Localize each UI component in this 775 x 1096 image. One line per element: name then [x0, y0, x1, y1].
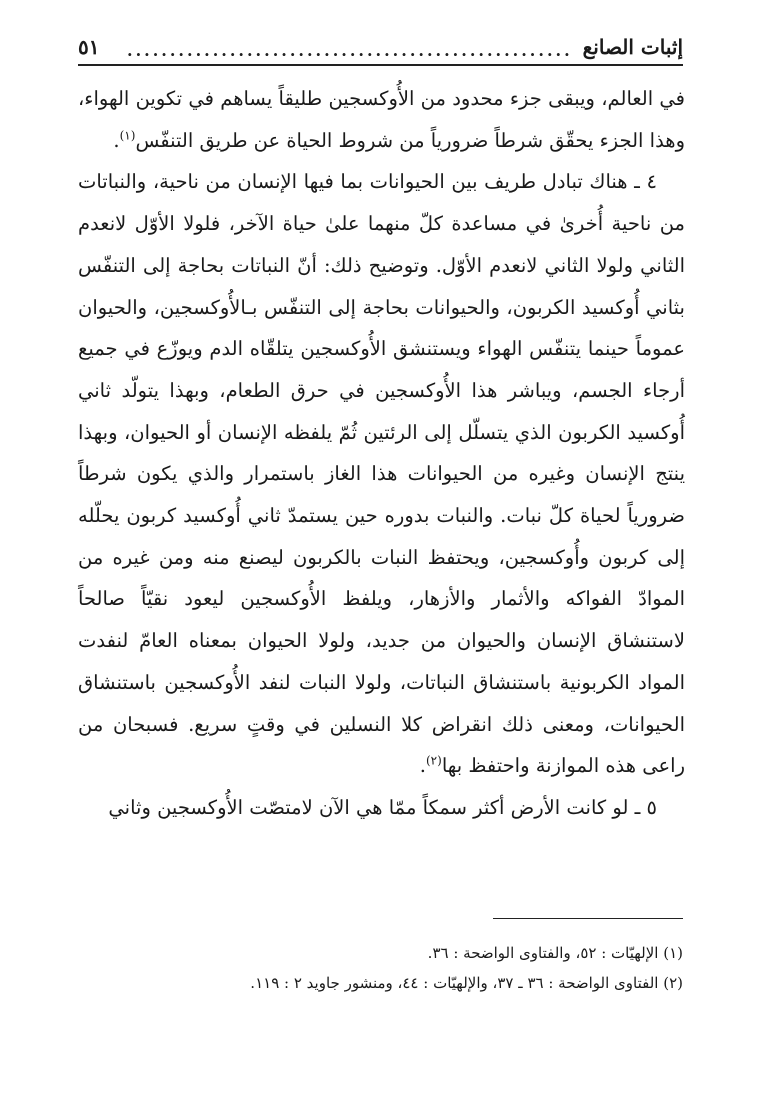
footnote-ref-1: (١)	[119, 128, 136, 143]
footnote-separator	[493, 918, 683, 919]
header-leader-dots: ....................................................	[127, 43, 573, 59]
header-rule	[78, 64, 683, 66]
paragraph-2: ٤ ـ هناك تبادل طريف بين الحيوانات بما فيها الإنسان من ناحية، والنباتات من ناحية أُخرىٰ في مساعدة كلّ منهما علىٰ حياة الآخر، فلولا الأوّل لانعدم الثاني ولولا الثاني لانعدم الأوّل. وتوضيح ذلك: أنّ النباتات بحاجة إلى التنفّس بثاني أُوكسيد الكربون، والحيوانات بحاجة إلى التنفّس بـالأُوكسجين، والحيوان عموماً حينما يتنفّس الهواء ويستنشق الأُوكسجين يتلقّاه الدم ويوزّع في جميع أرجاء الجسم، ويباشر هذا الأُوكسجين في حرق الطعام، وبهذا يتولّد ثاني أُوكسيد الكربون الذي يتسلّل إلى الرئتين ثُمّ يلفظه الإنسان أو الحيوان، وبهذا ينتج الإنسان وغيره من الحيوانات هذا الغاز باستمرار والذي يكون شرطاً ضرورياً لحياة كلّ نبات. والنبات بدوره حين يستمدّ ثاني أُوكسيد كربون يحلّله إلى كربون وأُوكسجين، ويحتفظ النبات بالكربون ليصنع منه ومن غيره من الموادّ الفواكه والأثمار والأزهار، ويلفظ الأُوكسجين ليعود نقيّاً صالحاً لاستنشاق الإنسان والحيوان من جديد، ولولا الحيوان بمعناه العامّ لنفدت المواد الكربونية باستنشاق النباتات، ولولا النبات لنفد الأُوكسجين باستنشاق الحيوانات، ومعنى ذلك انقراض كلا النسلين في وقتٍ سريع. فسبحان من راعى هذه الموازنة واحتفظ بها$^{(٢)}$.	[78, 170, 685, 778]
paragraph-3	[78, 787, 685, 829]
footnote-2: (٢) الفتاوى الواضحة : ٣٦ ـ ٣٧، والإلهيّات : ٤٤، ومنشور جاويد ٢ : ١١٩.	[250, 974, 683, 992]
footnote-1: (١) الإلهيّات : ٥٢، والفتاوى الواضحة : ٣٦.	[427, 944, 683, 962]
paragraph-1-text: في العالم، ويبقى جزء محدود من الأُوكسجين طليقاً يساهم في تكوين الهواء، وهذا الجزء يحقّق شرطاً ضرورياً من شروط الحياة عن طريق التنفّس	[78, 87, 685, 152]
page-number: ٥١	[78, 35, 100, 59]
running-header	[78, 30, 683, 64]
footnotes	[78, 938, 683, 998]
paragraph-2-text: ٤ ـ هناك تبادل طريف بين الحيوانات بما فيها الإنسان من ناحية، والنباتات من ناحية أُخرىٰ في مساعدة كلّ منهما علىٰ حياة الآخر، فلولا الأوّل لانعدم الثاني ولولا الثاني لانعدم الأوّل. وتوضيح ذلك: أنّ النباتات بحاجة إلى التنفّس بثاني أُوكسيد الكربون، والحيوانات بحاجة إلى التنفّس بـالأُوكسجين، والحيوان عموماً حينما يتنفّس الهواء ويستنشق الأُوكسجين يتلقّاه الدم ويوزّع في جميع أرجاء الجسم، ويباشر هذا الأُوكسجين في حرق الطعام، وبهذا يتولّد ثاني أُوكسيد الكربون الذي يتسلّل إلى الرئتين ثُمّ يلفظه الإنسان أو الحيوان، وبهذا ينتج الإنسان وغيره من الحيوانات هذا الغاز باستمرار والذي يكون شرطاً ضرورياً لحياة كلّ نبات. والنبات بدوره حين يستمدّ ثاني أُوكسيد كربون يحلّله إلى كربون وأُوكسجين، ويحتفظ النبات بالكربون ليصنع منه ومن غيره من الموادّ الفواكه والأثمار والأزهار، ويلفظ الأُوكسجين ليعود نقيّاً صالحاً لاستنشاق الإنسان والحيوان من جديد، ولولا الحيوان بمعناه العامّ لنفدت المواد الكربونية باستنشاق النباتات، ولولا النبات لنفد الأُوكسجين باستنشاق الحيوانات، ومعنى ذلك انقراض كلا النسلين في وقتٍ سريع. فسبحان من راعى هذه الموازنة واحتفظ بها	[78, 170, 685, 778]
paragraph-3-text: ٥ ـ لو كانت الأرض أكثر سمكاً ممّا هي الآن لامتصّت الأُوكسجين وثاني	[108, 795, 657, 819]
book-title: إثبات الصانع	[582, 35, 683, 59]
paragraph-1: في العالم، ويبقى جزء محدود من الأُوكسجين طليقاً يساهم في تكوين الهواء، وهذا الجزء يحقّق شرطاً ضرورياً من شروط الحياة عن طريق التنفّس$^{(١)}$.	[78, 87, 685, 152]
footnote-ref-2: (٢)	[425, 753, 442, 768]
main-text	[78, 78, 685, 829]
